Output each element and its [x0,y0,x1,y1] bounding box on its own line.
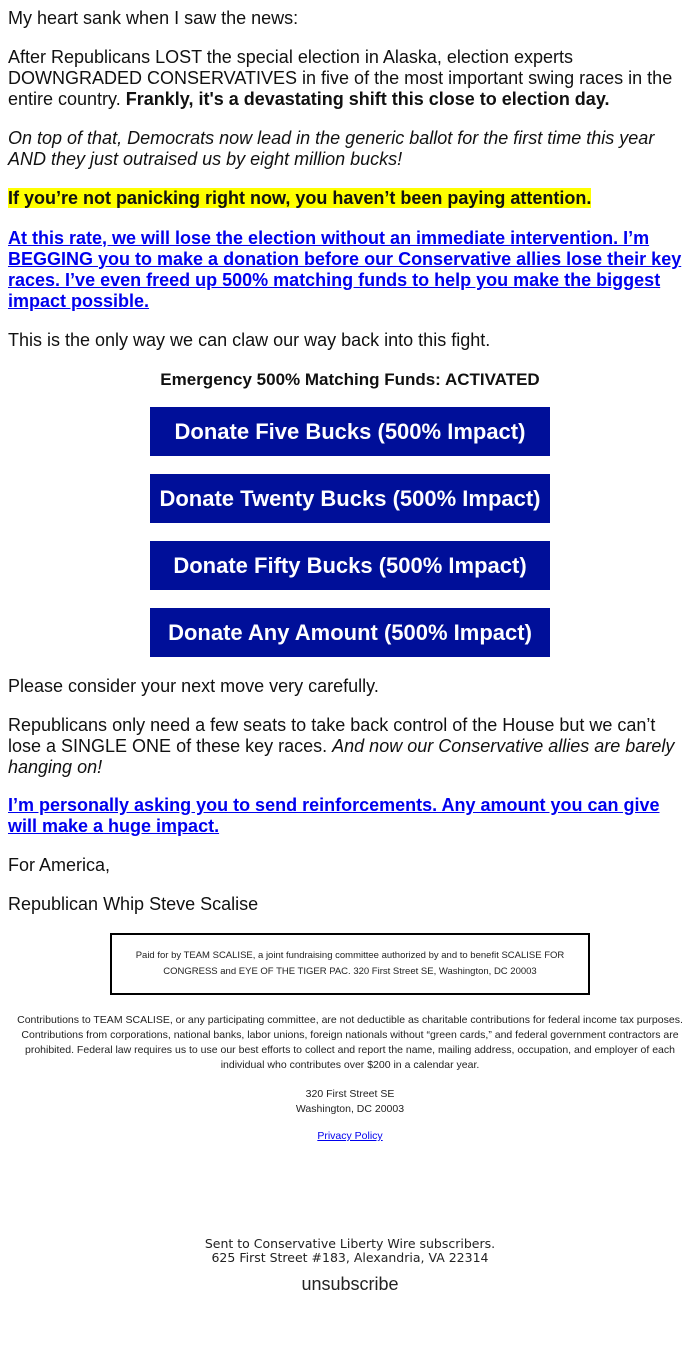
paragraph-claw-back: This is the only way we can claw our way back into this fight. [8,330,491,350]
privacy-policy-container [0,1129,700,1144]
donate-link-paragraph [8,228,692,312]
signature-text: Republican Whip Steve Scalise [8,894,259,914]
donate-five-button[interactable]: Donate Five Bucks (500% Impact) [150,407,550,456]
paragraph-consider: Please consider your next move very carefully. [8,676,379,696]
unsubscribe-link[interactable]: unsubscribe [301,1274,399,1294]
paid-for-text: Paid for by TEAM SCALISE, a joint fundraising committee authorized by and to benefit SCALISE FOR CONGRESS and EYE OF THE TIGER PAC. 320 First Street SE, Washington, DC 20003 [135,950,565,977]
greeting-text: My heart sank when I saw the news: [8,8,299,28]
highlighted-text: If you’re not panicking right now, you haven’t been paying attention. [8,188,592,208]
contributions-disclaimer: Contributions to TEAM SCALISE, or any participating committee, are not deductible as charitable contributions for federal income tax purposes. Contributions from corporations, national banks, labor unions, foreign nationals without “green cards,” and federal government contractors are prohibited. Federal law requires us to use our best efforts to collect and report the name, mailing address, occupation, and employer of each individual who contributes over $200 in a calendar year. [17,1014,683,1071]
signoff-text: For America, [8,855,111,875]
donate-link-begging[interactable]: At this rate, we will lose the election without an immediate intervention. I’m BEGGING you to make a donation before our Conservative allies lose their key races. I’ve even freed up 500% matching funds to help you make the biggest impact possible. [8,228,682,311]
bold-statement: Frankly, it's a devastating shift this close to election day. [125,89,610,109]
paragraph-generic-ballot: On top of that, Democrats now lead in the generic ballot for the first time this year AND they just outraised us by eight million bucks! [8,128,655,169]
committee-address: 320 First Street SE Washington, DC 20003 [295,1088,405,1115]
donate-any-amount-button[interactable]: Donate Any Amount (500% Impact) [150,608,550,657]
paid-for-disclaimer-box [110,933,590,995]
reinforcements-link[interactable]: I’m personally asking you to send reinforcements. Any amount you can give will make a huge impact. [8,795,660,836]
paragraph-downgraded: After Republicans LOST the special election in Alaska, election experts DOWNGRADED CONSERVATIVES in five of the most important swing races in the entire country. Frankly, it's a devastating shift this close to election day. [8,47,673,109]
matching-funds-heading: Emergency 500% Matching Funds: ACTIVATED [160,370,540,389]
donate-twenty-button[interactable]: Donate Twenty Bucks (500% Impact) [150,474,550,523]
reinforcements-link-paragraph [8,795,692,837]
footer-sent-info: Sent to Conservative Liberty Wire subscribers. 625 First Street #183, Alexandria, VA 22314 [204,1236,496,1265]
unsubscribe-container [0,1274,700,1295]
highlight-paragraph [8,188,692,209]
paragraph-seats: Republicans only need a few seats to take back control of the House but we can’t lose a SINGLE ONE of these key races. And now our Conservative allies are barely hanging on! [8,715,675,777]
privacy-policy-link[interactable]: Privacy Policy [317,1130,383,1142]
donate-fifty-button[interactable]: Donate Fifty Bucks (500% Impact) [150,541,550,590]
